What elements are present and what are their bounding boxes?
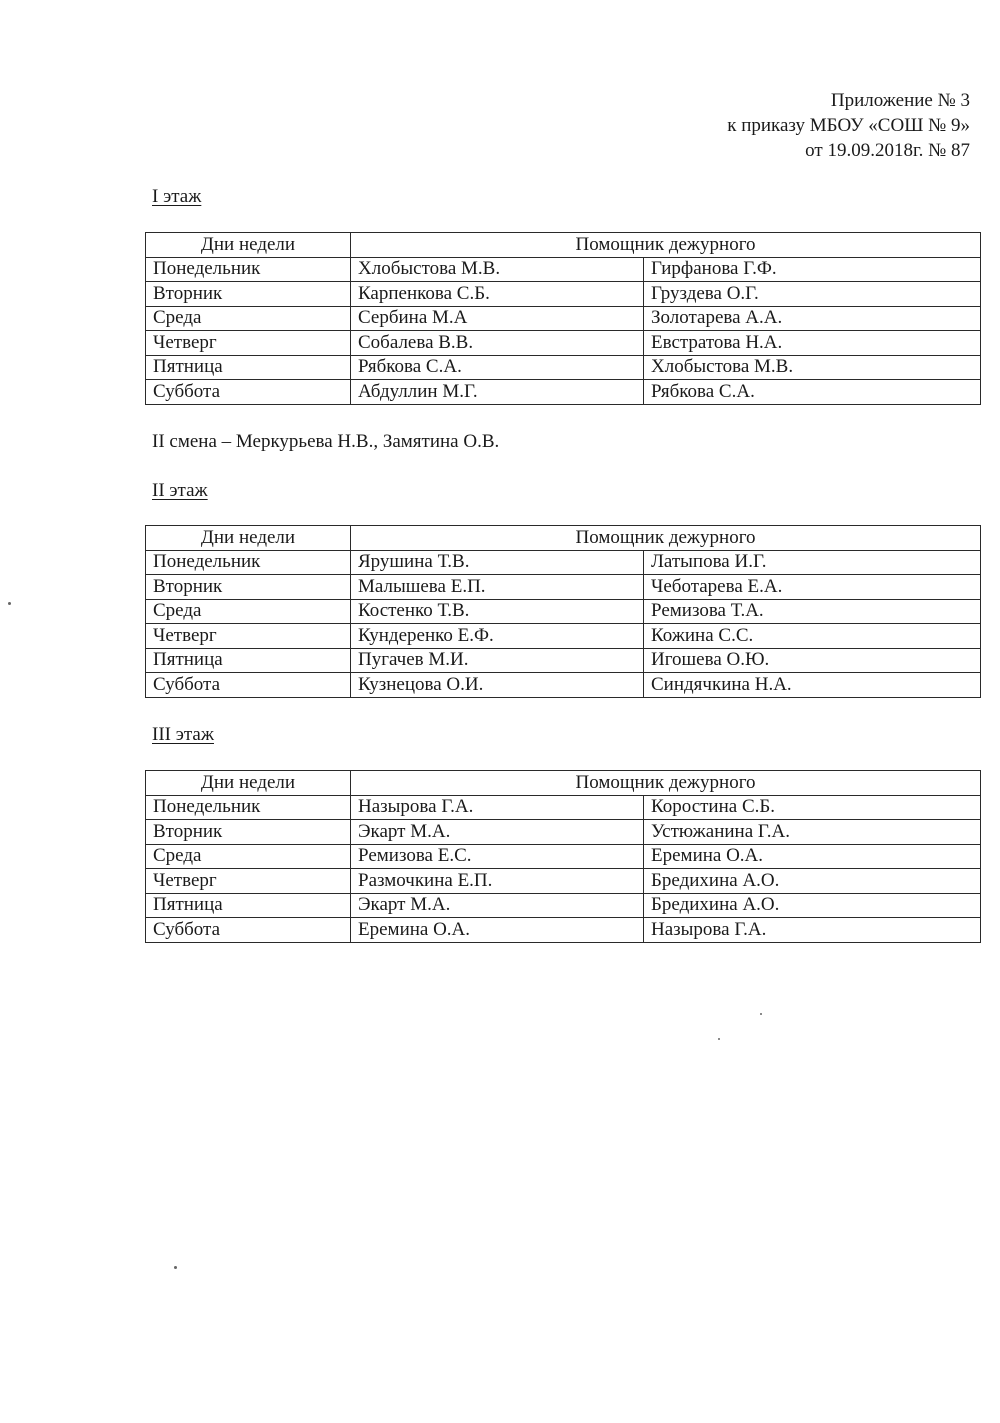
table-row (146, 331, 981, 356)
table-row (146, 282, 981, 307)
helper-cell: Хлобыстова М.В. (351, 257, 644, 282)
day-cell: Четверг (146, 869, 351, 894)
day-cell: Суббота (146, 673, 351, 698)
floor-2-title: II этаж (152, 480, 208, 501)
helper-cell: Размочкина Е.П. (351, 869, 644, 894)
helper-cell: Бредихина А.О. (644, 893, 981, 918)
helper-cell: Малышева Е.П. (351, 575, 644, 600)
column-header-helper: Помощник дежурного (351, 526, 981, 551)
floor-1-title: I этаж (152, 186, 202, 207)
table-row (146, 648, 981, 673)
helper-cell: Карпенкова С.Б. (351, 282, 644, 307)
helper-cell: Кожина С.С. (644, 624, 981, 649)
day-cell: Вторник (146, 820, 351, 845)
helper-cell: Груздева О.Г. (644, 282, 981, 307)
floor-3-table (145, 770, 981, 943)
table-row (146, 550, 981, 575)
scan-speck (760, 1013, 762, 1015)
day-cell: Вторник (146, 282, 351, 307)
helper-cell: Назырова Г.А. (351, 795, 644, 820)
helper-cell: Золотарева А.А. (644, 306, 981, 331)
helper-cell: Собалева В.В. (351, 331, 644, 356)
floor-2-table (145, 525, 981, 698)
day-cell: Четверг (146, 624, 351, 649)
helper-cell: Синдячкина Н.А. (644, 673, 981, 698)
day-cell: Четверг (146, 331, 351, 356)
day-cell: Пятница (146, 355, 351, 380)
table-row (146, 306, 981, 331)
day-cell: Понедельник (146, 795, 351, 820)
appendix-number: Приложение № 3 (830, 90, 970, 111)
table-row (146, 795, 981, 820)
day-cell: Среда (146, 306, 351, 331)
helper-cell: Экарт М.А. (351, 820, 644, 845)
table-row (146, 257, 981, 282)
helper-cell: Хлобыстова М.В. (644, 355, 981, 380)
table-row (146, 380, 981, 405)
helper-cell: Ярушина Т.В. (351, 550, 644, 575)
helper-cell: Рябкова С.А. (351, 355, 644, 380)
helper-cell: Латыпова И.Г. (644, 550, 981, 575)
day-cell: Понедельник (146, 550, 351, 575)
helper-cell: Пугачев М.И. (351, 648, 644, 673)
scan-speck (8, 602, 11, 605)
day-cell: Среда (146, 599, 351, 624)
day-cell: Суббота (146, 918, 351, 943)
document-header (727, 88, 970, 163)
table-header-row (146, 526, 981, 551)
table-row (146, 575, 981, 600)
column-header-days: Дни недели (146, 526, 351, 551)
helper-cell: Игошева О.Ю. (644, 648, 981, 673)
table-row (146, 918, 981, 943)
helper-cell: Чеботарева Е.А. (644, 575, 981, 600)
table-row (146, 820, 981, 845)
helper-cell: Ремизова Т.А. (644, 599, 981, 624)
helper-cell: Еремина О.А. (351, 918, 644, 943)
helper-cell: Экарт М.А. (351, 893, 644, 918)
helper-cell: Кундеренко Е.Ф. (351, 624, 644, 649)
table-row (146, 844, 981, 869)
table-row (146, 599, 981, 624)
column-header-days: Дни недели (146, 771, 351, 796)
day-cell: Суббота (146, 380, 351, 405)
day-cell: Вторник (146, 575, 351, 600)
helper-cell: Евстратова Н.А. (644, 331, 981, 356)
helper-cell: Рябкова С.А. (644, 380, 981, 405)
column-header-helper: Помощник дежурного (351, 771, 981, 796)
helper-cell: Назырова Г.А. (644, 918, 981, 943)
day-cell: Среда (146, 844, 351, 869)
floor-1-table (145, 232, 981, 405)
table-row (146, 869, 981, 894)
day-cell: Пятница (146, 648, 351, 673)
order-reference: к приказу МБОУ «СОШ № 9» (727, 115, 970, 136)
scan-speck (718, 1038, 720, 1040)
helper-cell: Гирфанова Г.Ф. (644, 257, 981, 282)
day-cell: Понедельник (146, 257, 351, 282)
table-row (146, 673, 981, 698)
helper-cell: Кузнецова О.И. (351, 673, 644, 698)
order-date: от 19.09.2018г. № 87 (805, 140, 970, 161)
table-header-row (146, 233, 981, 258)
helper-cell: Ремизова Е.С. (351, 844, 644, 869)
column-header-helper: Помощник дежурного (351, 233, 981, 258)
helper-cell: Костенко Т.В. (351, 599, 644, 624)
helper-cell: Еремина О.А. (644, 844, 981, 869)
helper-cell: Сербина М.А (351, 306, 644, 331)
helper-cell: Бредихина А.О. (644, 869, 981, 894)
scan-speck (174, 1266, 177, 1269)
table-row (146, 355, 981, 380)
helper-cell: Абдуллин М.Г. (351, 380, 644, 405)
table-row (146, 893, 981, 918)
helper-cell: Устюжанина Г.А. (644, 820, 981, 845)
table-row (146, 624, 981, 649)
column-header-days: Дни недели (146, 233, 351, 258)
floor-3-title: III этаж (152, 724, 214, 745)
day-cell: Пятница (146, 893, 351, 918)
helper-cell: Коростина С.Б. (644, 795, 981, 820)
table-header-row (146, 771, 981, 796)
second-shift-note: II смена – Меркурьева Н.В., Замятина О.В. (152, 431, 500, 452)
